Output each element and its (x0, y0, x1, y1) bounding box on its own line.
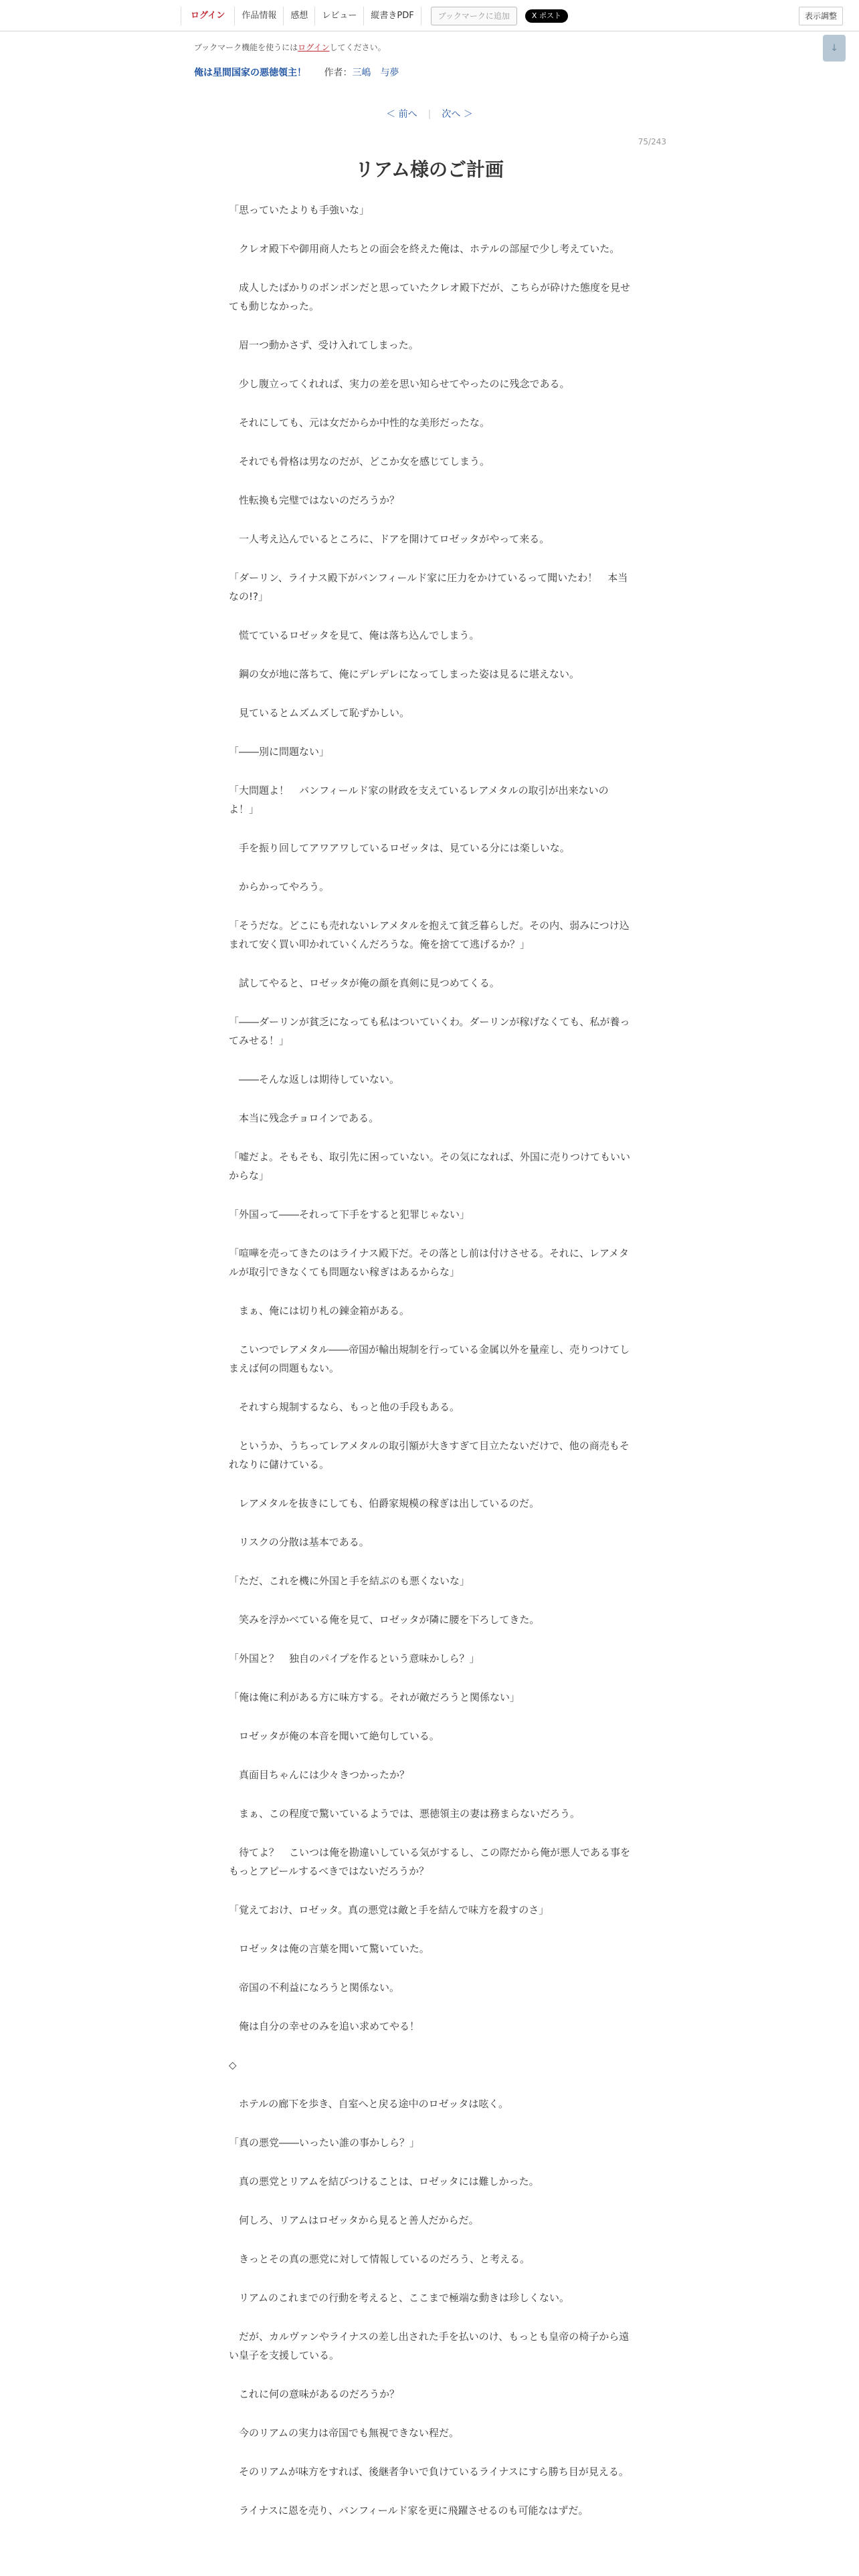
paragraph: ライナスに恩を売り、バンフィールド家を更に飛躍させるのも可能なはずだ。 (229, 2504, 589, 2516)
paragraph: それにしても、元は女だからか中性的な美形だったな。 (229, 417, 490, 429)
paragraph: 「大問題よ！ バンフィールド家の財政を支えているレアメタルの取引が出来ないのよ！」 (229, 784, 609, 815)
paragraph: 「外国って――それって下手をすると犯罪じゃない」 (229, 1208, 470, 1220)
novel-body (229, 201, 630, 2540)
paragraph: 「思っていたよりも手強いな」 (229, 204, 370, 216)
paragraph: これに何の意味があるのだろうか？ (229, 2388, 400, 2400)
paragraph: 少し腹立ってくれれば、実力の差を思い知らせてやったのに残念である。 (229, 378, 570, 390)
next-page-link[interactable]: 次へ ＞ (442, 109, 473, 120)
paragraph: こいつでレアメタル――帝国が輸出規制を行っている金属以外を量産し、売りつけてしまえば何の問題もない。 (229, 1344, 630, 1374)
paragraph: 鋼の女が地に落ちて、俺にデレデレになってしまった姿は見るに堪えない。 (229, 668, 579, 680)
paragraph: ◇ (229, 2059, 237, 2071)
paragraph: 本当に残念チョロインである。 (229, 1112, 379, 1124)
paragraph: 性転換も完璧ではないのだろうか？ (229, 494, 400, 506)
nav-vertical-pdf[interactable]: 縦書きPDF (364, 7, 421, 25)
nav-impressions[interactable]: 感想 (284, 7, 315, 25)
paragraph: 帝国の不利益になろうと関係ない。 (229, 1981, 400, 1994)
paragraph: 「――ダーリンが貧乏になっても私はついていくわ。ダーリンが稼げなくても、私が養ってみせる！」 (229, 1016, 630, 1047)
paragraph: 俺は自分の幸せのみを追い求めてやる！ (229, 2020, 420, 2032)
paragraph: 眉一つ動かさず、受け入れてしまった。 (229, 339, 419, 351)
paragraph: 「嘘だよ。そもそも、取引先に困っていない。その気になれば、外国に売りつけてもいいからな」 (229, 1151, 631, 1182)
paragraph: 「――別に問題ない」 (229, 746, 330, 758)
login-link[interactable]: ログイン (181, 7, 235, 25)
display-settings-button[interactable]: 表示調整 (799, 7, 843, 25)
paragraph: 「俺は俺に利がある方に味方する。それが敵だろうと関係ない」 (229, 1691, 520, 1703)
paragraph: 「覚えておけ、ロゼッタ。真の悪党は敵と手を結んで味方を殺すのさ」 (229, 1904, 549, 1916)
paragraph: 試してやると、ロゼッタが俺の顔を真剣に見つめてくる。 (229, 977, 500, 989)
nav-review[interactable]: レビュー (315, 7, 364, 25)
novel-info (194, 66, 399, 79)
prev-page-link[interactable]: ＜ 前へ (386, 109, 417, 120)
x-post-button[interactable]: X ポスト (525, 9, 568, 23)
paragraph: 今のリアムの実力は帝国でも無視できない程だ。 (229, 2427, 459, 2439)
paragraph: 「そうだな。どこにも売れないレアメタルを抱えて貧乏暮らしだ。その内、弱みにつけ込まれて安く買い叩かれていくんだろうな。俺を捨てて逃げるか？」 (229, 920, 630, 950)
paragraph: ――そんな返しは期待していない。 (229, 1073, 400, 1085)
novel-title-link[interactable]: 俺は星間国家の悪徳領主！ (194, 68, 306, 78)
paragraph: まぁ、この程度で驚いているようでは、悪徳領主の妻は務まらないだろう。 (229, 1808, 581, 1820)
header-nav (181, 7, 568, 25)
paragraph: 何しろ、リアムはロゼッタから見ると善人だからだ。 (229, 2214, 479, 2226)
paragraph: リアムのこれまでの行動を考えると、ここまで極端な動きは珍しくない。 (229, 2292, 569, 2304)
paragraph: というか、うちってレアメタルの取引額が大きすぎて目立たないだけで、他の商売もそれなりに儲けている。 (229, 1440, 630, 1471)
paragraph: 待てよ？ こいつは俺を勘違いしている気がするし、この際だから俺が悪人である事をもっとアピールするべきではないだろうか？ (229, 1846, 631, 1877)
top-bar (0, 0, 859, 31)
paragraph: ロゼッタが俺の本音を聞いて絶句している。 (229, 1730, 440, 1742)
paragraph: ホテルの廊下を歩き、自室へと戻る途中のロゼッタは呟く。 (229, 2098, 509, 2110)
paragraph: だが、カルヴァンやライナスの差し出された手を払いのけ、もっとも皇帝の椅子から遠い皇子を支援している。 (229, 2331, 630, 2361)
paragraph: きっとその真の悪党に対して情報しているのだろう、と考える。 (229, 2253, 531, 2265)
paragraph: レアメタルを抜きにしても、伯爵家規模の稼ぎは出しているのだ。 (229, 1497, 540, 1509)
paragraph: 真面目ちゃんには少々きつかったか？ (229, 1769, 410, 1781)
scroll-down-button[interactable]: ↓ (823, 35, 846, 62)
notice-suffix: してください。 (329, 43, 386, 52)
paragraph: からかってやろう。 (229, 881, 330, 893)
paragraph: それすら規制するなら、もっと他の手段もある。 (229, 1401, 460, 1413)
add-bookmark-button[interactable]: ブックマークに追加 (431, 7, 517, 25)
author-link[interactable]: 三嶋 与夢 (352, 68, 399, 78)
paragraph: 手を振り回してアワアワしているロゼッタは、見ている分には楽しいな。 (229, 842, 570, 854)
paragraph: リスクの分散は基本である。 (229, 1536, 369, 1548)
paragraph: 成人したばかりのボンボンだと思っていたクレオ殿下だが、こちらが砕けた態度を見せても動じなかった。 (229, 282, 631, 312)
notice-login-link[interactable]: ログイン (298, 43, 330, 52)
paragraph: 見ているとムズムズして恥ずかしい。 (229, 707, 410, 719)
paragraph: 一人考え込んでいるところに、ドアを開けてロゼッタがやって来る。 (229, 533, 550, 545)
paragraph: 慌てているロゼッタを見て、俺は落ち込んでしまう。 (229, 629, 480, 641)
paragraph: ロゼッタは俺の言葉を聞いて驚いていた。 (229, 1943, 430, 1955)
bookmark-notice (194, 41, 386, 53)
paragraph: 「外国と？ 独自のパイプを作るという意味かしら？」 (229, 1652, 480, 1665)
page-number: 75/243 (638, 137, 666, 146)
chapter-title: リアム様のご計画 (355, 158, 504, 181)
paragraph: 「ただ、これを機に外国と手を結ぶのも悪くないな」 (229, 1575, 470, 1587)
paragraph: 真の悪党とリアムを結びつけることは、ロゼッタには難しかった。 (229, 2175, 539, 2187)
paragraph: まぁ、俺には切り札の錬金箱がある。 (229, 1305, 410, 1317)
paragraph: そのリアムが味方をすれば、後継者争いで負けているライナスにすら勝ち目が見える。 (229, 2466, 629, 2478)
paragraph: 笑みを浮かべている俺を見て、ロゼッタが隣に腰を下ろしてきた。 (229, 1614, 540, 1626)
paragraph: クレオ殿下や御用商人たちとの面会を終えた俺は、ホテルの部屋で少し考えていた。 (229, 243, 620, 255)
author-label: 作者： (324, 68, 353, 78)
pager-divider: | (427, 109, 432, 120)
notice-prefix: ブックマーク機能を使うには (194, 43, 298, 52)
pager (0, 107, 859, 120)
paragraph: 「真の悪党――いったい誰の事かしら？」 (229, 2137, 420, 2149)
nav-novel-info[interactable]: 作品情報 (235, 7, 284, 25)
paragraph: それでも骨格は男なのだが、どこか女を感じてしまう。 (229, 455, 490, 467)
paragraph: 「喧嘩を売ってきたのはライナス殿下だ。その落とし前は付けさせる。それに、レアメタルが取引できなくても問題ない稼ぎはあるからな」 (229, 1247, 630, 1278)
paragraph: 「ダーリン、ライナス殿下がバンフィールド家に圧力をかけているって聞いたわ！ 本当なの!?」 (229, 572, 628, 603)
